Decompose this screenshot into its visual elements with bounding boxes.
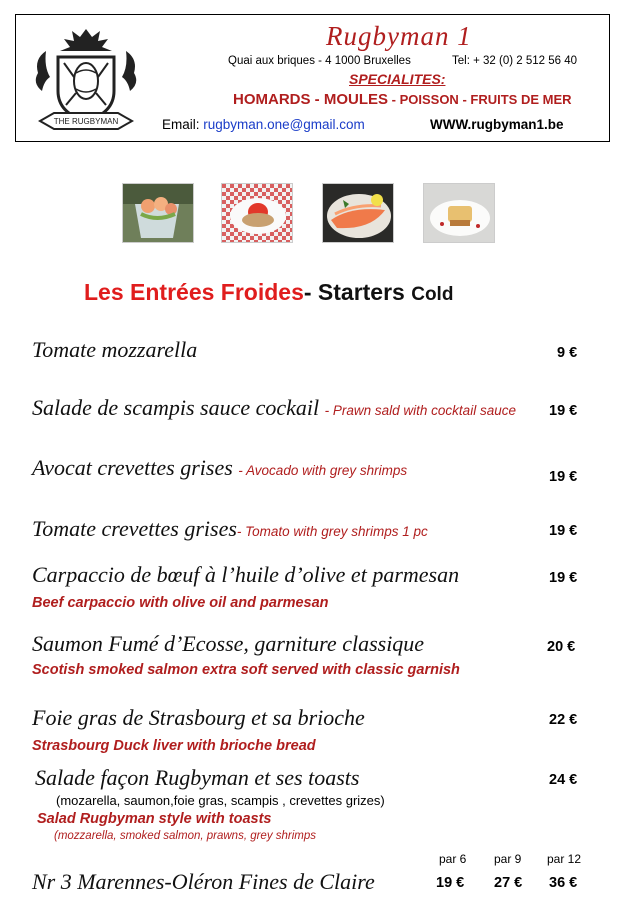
oyster-item-name: Nr 3 Marennes-Oléron Fines de Claire [32,869,375,894]
menu-item-name: Salade de scampis sauce cockail [32,395,320,420]
restaurant-phone: Tel: + 32 (0) 2 512 56 40 [452,55,577,67]
menu-item-price: 19 € [549,469,578,485]
menu-item-translation: Scotish smoked salmon extra soft served with classic garnish [32,662,460,678]
oyster-qty-12: par 12 [547,852,582,866]
restaurant-address: Quai aux briques - 4 1000 Bruxelles [228,55,411,67]
menu-item-name: Carpaccio de bœuf à l’huile d’olive et parmesan [32,562,460,587]
specialites-list: HOMARDS - MOULES - POISSON - FRUITS DE MER [233,91,572,108]
oyster-qty-6: par 6 [439,852,467,866]
menu-item-translation: Strasbourg Duck liver with brioche bread [32,738,316,754]
menu-item-translation: - Prawn sald with cocktail sauce [324,403,516,418]
menu-item-price: 19 € [549,523,578,539]
menu-item-name: Tomate mozzarella [32,337,198,362]
menu-item-name: Tomate crevettes grises [32,516,237,541]
menu-item-translation: Beef carpaccio with olive oil and parmesan [32,595,329,611]
oyster-price-6: 19 € [436,875,465,891]
section-title-fr: Les Entrées Froides [84,279,304,305]
menu-item-price: 24 € [549,772,578,788]
menu-item [32,395,516,421]
photo-smoked-salmon [322,183,394,243]
photo-prawn-cocktail [122,183,194,243]
menu-item-price: 22 € [549,712,578,728]
menu-item-name: Foie gras de Strasbourg et sa brioche [32,705,365,730]
photo-tomato-shrimps [221,183,293,243]
rugbyman-crest-logo [26,21,146,137]
section-title [84,279,453,306]
oyster-qty-9: par 9 [494,852,522,866]
photo-foie-gras [423,183,495,243]
menu-item-note: (mozarella, saumon,foie gras, scampis , crevettes grizes) [56,793,385,808]
email-label: Email: [162,117,200,132]
oyster-price-9: 27 € [494,875,523,891]
menu-item-price: 19 € [549,403,578,419]
menu-item-name: Saumon Fumé d’Ecosse, garniture classique [32,631,425,656]
menu-item-price: 9 € [557,345,578,361]
menu-item-name: Salade façon Rugbyman et ses toasts [35,765,360,790]
oyster-price-12: 36 € [549,875,578,891]
section-title-en: - Starters [303,279,405,305]
email-row [162,117,365,132]
menu-item-translation: Salad Rugbyman style with toasts [37,811,272,827]
spec-homards: HOMARDS [233,91,311,108]
spec-fruits: FRUITS DE MER [470,92,572,107]
spec-poisson: POISSON [399,92,459,107]
menu-item [32,516,428,542]
website-link[interactable]: WWW.rugbyman1.be [430,117,564,132]
menu-item-name: Avocat crevettes grises [32,455,233,480]
email-link[interactable]: rugbyman.one@gmail.com [203,117,365,132]
menu-item-price: 20 € [547,639,576,655]
menu-item-translation: - Avocado with grey shrimps [238,463,408,478]
menu-item-price: 19 € [549,570,578,586]
spec-moules: MOULES [323,91,389,108]
menu-item [32,455,407,481]
menu-item-translation: - Tomato with grey shrimps 1 pc [236,524,428,539]
specialites-label: SPECIALITES: [349,71,446,87]
section-title-en-small: Cold [411,284,454,305]
restaurant-header [15,14,610,142]
menu-item-translation-note: (mozzarella, smoked salmon, prawns, grey shrimps [54,830,317,842]
crest-caption: THE RUGBYMAN [53,117,119,126]
restaurant-name: Rugbyman 1 [326,21,472,51]
